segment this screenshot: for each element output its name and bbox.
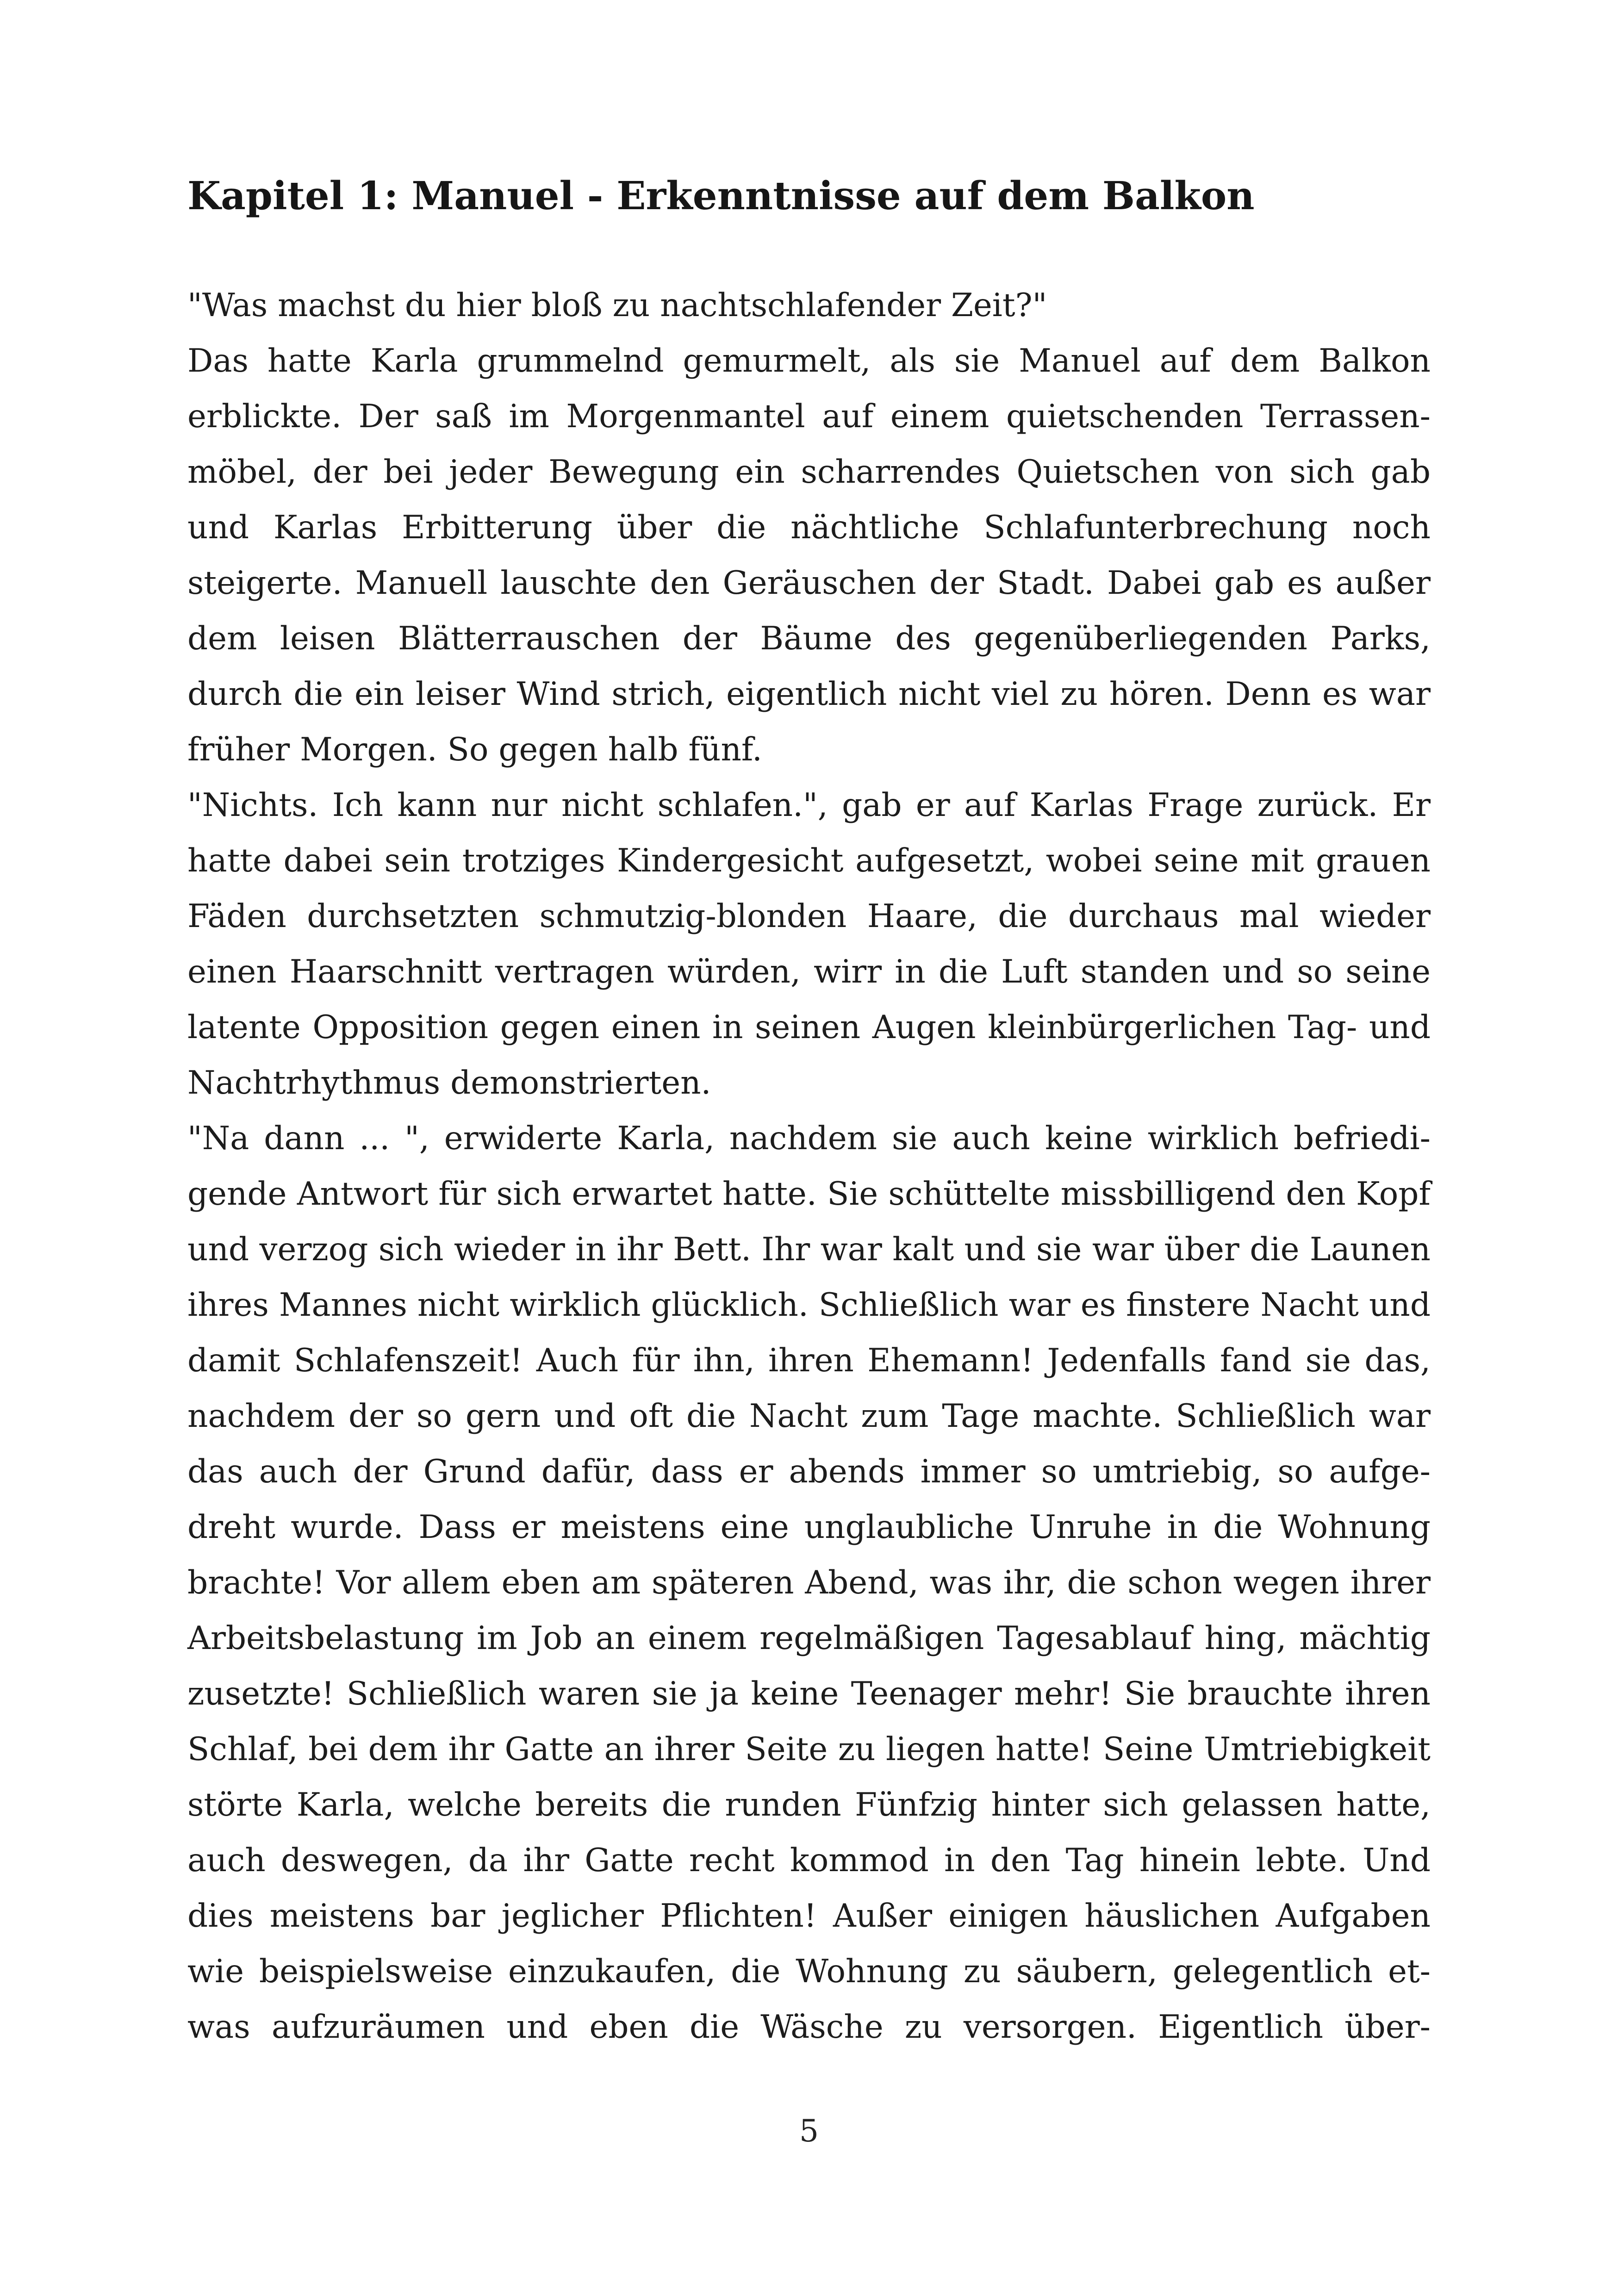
text-line: dem leisen Blätterrauschen der Bäume des gegenüberliegenden Parks, <box>187 620 1431 657</box>
text-line: Das hatte Karla grummelnd gemurmelt, als sie Manuel auf dem Balkon <box>187 342 1431 380</box>
text-line: Fäden durchsetzten schmutzig-blonden Haare, die durchaus mal wieder <box>187 898 1431 935</box>
text-line: nachdem der so gern und oft die Nacht zum Tage machte. Schließlich war <box>187 1398 1431 1435</box>
text-line: was aufzuräumen und eben die Wäsche zu versorgen. Eigentlich über- <box>187 2009 1431 2046</box>
text-line: latente Opposition gegen einen in seinen Augen kleinbürgerlichen Tag- und <box>187 1009 1431 1046</box>
text-line: brachte! Vor allem eben am späteren Abend, was ihr, die schon wegen ihrer <box>187 1564 1431 1601</box>
text-line: erblickte. Der saß im Morgenmantel auf einem quietschenden Terrassen- <box>187 398 1431 435</box>
text-line: "Na dann ... ", erwiderte Karla, nachdem sie auch keine wirklich befriedi- <box>187 1120 1431 1157</box>
text-line: einen Haarschnitt vertragen würden, wirr in die Luft standen und so seine <box>187 953 1431 990</box>
text-line: Nachtrhythmus demonstrierten. <box>187 1064 711 1101</box>
text-line: auch deswegen, da ihr Gatte recht kommod in den Tag hinein lebte. Und <box>187 1842 1431 1879</box>
text-line: ihres Mannes nicht wirklich glücklich. Schließlich war es finstere Nacht und <box>187 1287 1431 1324</box>
chapter-title: Kapitel 1: Manuel - Erkenntnisse auf dem Balkon <box>187 173 1255 218</box>
text-line: Schlaf, bei dem ihr Gatte an ihrer Seite zu liegen hatte! Seine Umtriebigkeit <box>187 1731 1431 1768</box>
text-line: Arbeitsbelastung im Job an einem regelmäßigen Tagesablauf hing, mächtig <box>187 1620 1431 1657</box>
text-line: dreht wurde. Dass er meistens eine unglaubliche Unruhe in die Wohnung <box>187 1509 1431 1546</box>
text-line: das auch der Grund dafür, dass er abends immer so umtriebig, so aufge- <box>187 1453 1431 1490</box>
text-line: damit Schlafenszeit! Auch für ihn, ihren Ehemann! Jedenfalls fand sie das, <box>187 1342 1431 1379</box>
text-line: durch die ein leiser Wind strich, eigentlich nicht viel zu hören. Denn es war <box>187 676 1431 713</box>
text-line: "Nichts. Ich kann nur nicht schlafen.", gab er auf Karlas Frage zurück. Er <box>187 787 1431 824</box>
text-line: wie beispielsweise einzukaufen, die Wohnung zu säubern, gelegentlich et- <box>187 1953 1431 1990</box>
text-line: dies meistens bar jeglicher Pflichten! Außer einigen häuslichen Aufgaben <box>187 1898 1431 1935</box>
text-line: zusetzte! Schließlich waren sie ja keine Teenager mehr! Sie brauchte ihren <box>187 1675 1431 1712</box>
text-line: "Was machst du hier bloß zu nachtschlafender Zeit?" <box>187 287 1047 324</box>
page-number: 5 <box>799 2113 819 2149</box>
text-line: hatte dabei sein trotziges Kindergesicht aufgesetzt, wobei seine mit grauen <box>187 842 1431 879</box>
text-line: früher Morgen. So gegen halb fünf. <box>187 731 762 768</box>
chapter-body <box>187 278 1431 2055</box>
text-line: und verzog sich wieder in ihr Bett. Ihr war kalt und sie war über die Launen <box>187 1231 1431 1268</box>
text-line: möbel, der bei jeder Bewegung ein scharrendes Quietschen von sich gab <box>187 454 1431 491</box>
text-line: gende Antwort für sich erwartet hatte. Sie schüttelte missbilligend den Kopf <box>187 1176 1431 1213</box>
text-line: und Karlas Erbitterung über die nächtliche Schlafunterbrechung noch <box>187 509 1431 546</box>
text-line: störte Karla, welche bereits die runden Fünfzig hinter sich gelassen hatte, <box>187 1786 1431 1823</box>
text-line: steigerte. Manuell lauschte den Geräuschen der Stadt. Dabei gab es außer <box>187 565 1431 602</box>
